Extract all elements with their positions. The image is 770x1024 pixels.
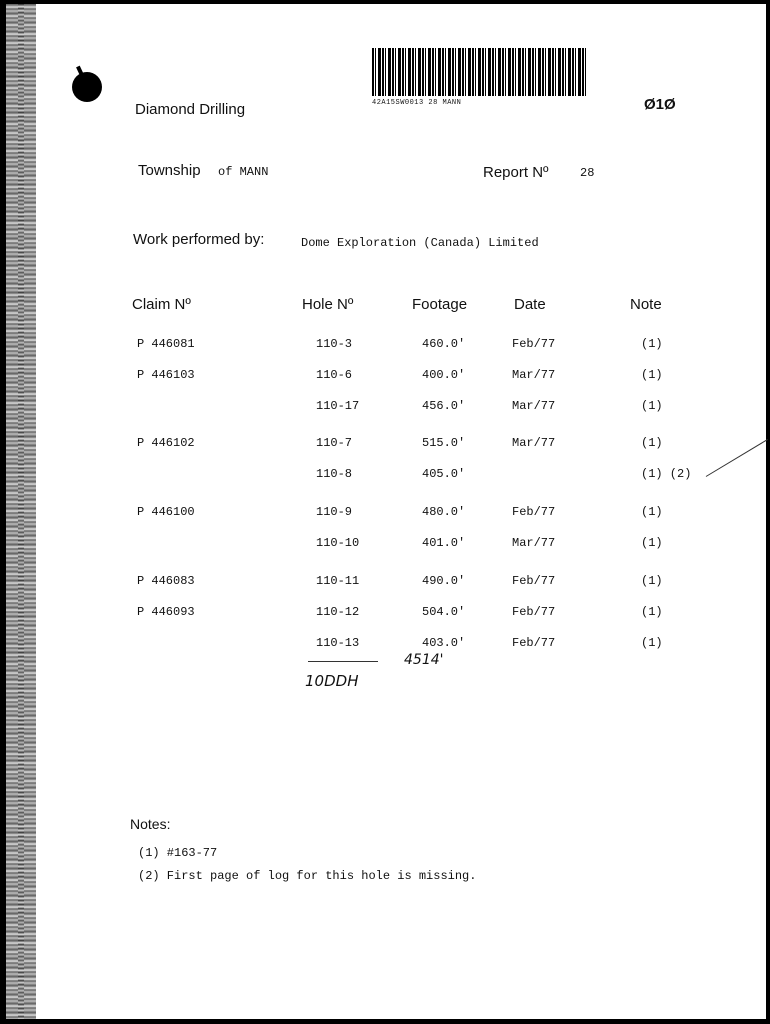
footage-cell: 504.0' <box>422 605 466 619</box>
claim-cell: P 446102 <box>137 436 195 450</box>
hole-cell: 110-11 <box>316 574 360 588</box>
footage-cell: 400.0' <box>422 368 466 382</box>
date-cell: Feb/77 <box>512 636 556 650</box>
report-label: Report Nº <box>483 164 549 181</box>
footage-cell: 480.0' <box>422 505 466 519</box>
claim-cell: P 446081 <box>137 337 195 351</box>
notes-heading: Notes: <box>130 816 171 832</box>
note-cell: (1) <box>641 337 663 351</box>
date-cell: Mar/77 <box>512 368 556 382</box>
township-label: Township <box>138 162 201 179</box>
hole-cell: 110-10 <box>316 536 360 550</box>
date-cell: Feb/77 <box>512 574 556 588</box>
note-cell: (1) <box>641 636 663 650</box>
footage-cell: 515.0' <box>422 436 466 450</box>
footage-cell: 490.0' <box>422 574 466 588</box>
note-cell: (1) (2) <box>641 467 692 481</box>
note-cell: (1) <box>641 505 663 519</box>
document-number: Ø1Ø <box>644 96 676 113</box>
handwritten-footage-total: 4514' <box>404 652 444 668</box>
township-value: of MANN <box>218 165 269 179</box>
ink-blot <box>72 72 102 102</box>
hole-cell: 110-8 <box>316 467 353 481</box>
barcode-image <box>372 48 588 96</box>
note-cell: (1) <box>641 436 663 450</box>
hole-cell: 110-6 <box>316 368 353 382</box>
hole-cell: 110-12 <box>316 605 360 619</box>
date-cell: Mar/77 <box>512 536 556 550</box>
note-cell: (1) <box>641 605 663 619</box>
contractor-name: Dome Exploration (Canada) Limited <box>301 236 539 250</box>
note-item: (1) #163-77 <box>138 846 218 860</box>
column-header-date: Date <box>514 296 546 313</box>
date-cell: Mar/77 <box>512 399 556 413</box>
date-cell: Feb/77 <box>512 337 556 351</box>
hole-cell: 110-13 <box>316 636 360 650</box>
work-performed-label: Work performed by: <box>133 231 265 248</box>
date-cell: Feb/77 <box>512 505 556 519</box>
date-cell: Mar/77 <box>512 436 556 450</box>
footage-cell: 456.0' <box>422 399 466 413</box>
document-title: Diamond Drilling <box>135 101 246 118</box>
hole-cell: 110-9 <box>316 505 353 519</box>
claim-cell: P 446093 <box>137 605 195 619</box>
column-header-hole: Hole Nº <box>302 296 354 313</box>
note-cell: (1) <box>641 368 663 382</box>
date-cell: Feb/77 <box>512 605 556 619</box>
claim-cell: P 446100 <box>137 505 195 519</box>
report-number: 28 <box>580 166 595 180</box>
footage-cell: 460.0' <box>422 337 466 351</box>
barcode-caption: 42A15SW0013 28 MANN <box>372 99 462 107</box>
hole-cell: 110-3 <box>316 337 353 351</box>
column-header-footage: Footage <box>412 296 468 313</box>
claim-cell: P 446083 <box>137 574 195 588</box>
footage-cell: 401.0' <box>422 536 466 550</box>
hole-cell: 110-7 <box>316 436 353 450</box>
note-cell: (1) <box>641 536 663 550</box>
column-header-claim: Claim Nº <box>132 296 191 313</box>
handwritten-hole-count: 10DDH <box>305 672 359 690</box>
footage-cell: 403.0' <box>422 636 466 650</box>
note-cell: (1) <box>641 574 663 588</box>
footage-cell: 405.0' <box>422 467 466 481</box>
note-cell: (1) <box>641 399 663 413</box>
note-item: (2) First page of log for this hole is missing. <box>138 869 477 883</box>
hole-cell: 110-17 <box>316 399 360 413</box>
handwritten-total-line <box>308 661 378 662</box>
claim-cell: P 446103 <box>137 368 195 382</box>
scan-edge-artifact <box>18 4 24 1019</box>
column-header-note: Note <box>630 296 662 313</box>
